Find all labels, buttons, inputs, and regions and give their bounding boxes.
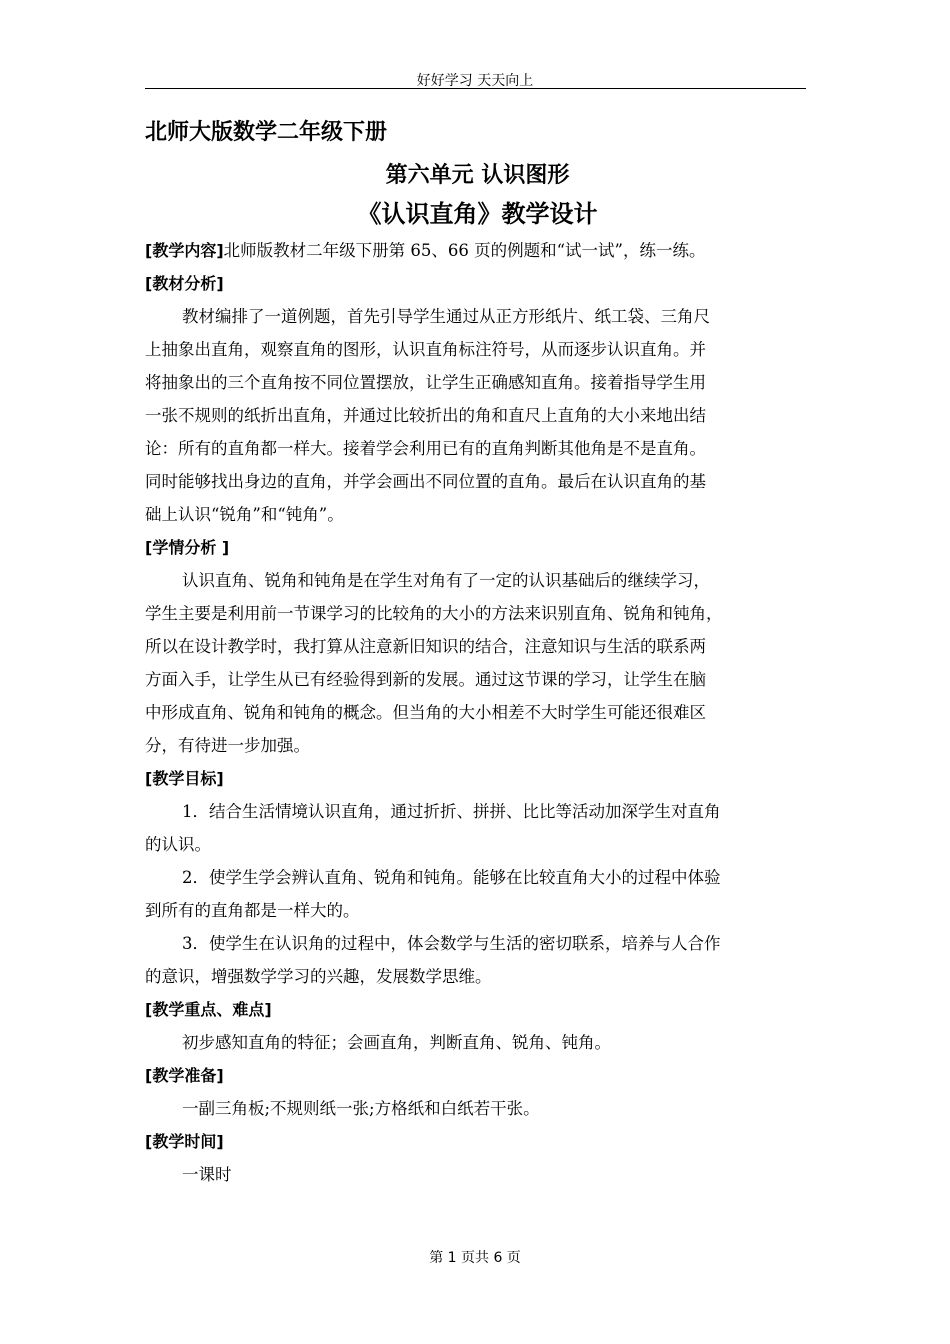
duration-heading: [教学时间] bbox=[145, 1132, 224, 1151]
objective-item: 2．使学生学会辨认直角、锐角和钝角。能够在比较直角大小的过程中体验 bbox=[182, 868, 721, 887]
paragraph-line: 所以在设计教学时，我打算从注意新旧知识的结合，注意知识与生活的联系两 bbox=[145, 637, 706, 656]
paragraph-line: 方面入手，让学生从已有经验得到新的发展。通过这节课的学习，让学生在脑 bbox=[145, 670, 706, 689]
document-body bbox=[145, 114, 810, 1191]
objective-item: 1．结合生活情境认识直角，通过折折、拼拼、比比等活动加深学生对直角 bbox=[182, 802, 721, 821]
paragraph-line: 一张不规则的纸折出直角，并通过比较折出的角和直尺上直角的大小来地出结 bbox=[145, 406, 706, 425]
teaching-content bbox=[145, 234, 810, 267]
paragraph-line: 础上认识“锐角”和“钝角”。 bbox=[145, 505, 344, 524]
page-footer: 第 1 页共 6 页 bbox=[429, 1250, 521, 1266]
paragraph-line: 分，有待进一步加强。 bbox=[145, 736, 310, 755]
page-header: 好好学习 天天向上 bbox=[416, 73, 534, 89]
paragraph-line: 认识直角、锐角和钝角是在学生对角有了一定的认识基础后的继续学习， bbox=[182, 571, 710, 590]
key-points-heading: [教学重点、难点] bbox=[145, 1000, 272, 1019]
teaching-content-heading: [教学内容] bbox=[145, 241, 224, 260]
textbook-analysis-heading: [教材分析] bbox=[145, 274, 224, 293]
objective-item-cont: 的意识，增强数学学习的兴趣，发展数学思维。 bbox=[145, 967, 492, 986]
teaching-content-text: 北师版教材二年级下册第 65、66 页的例题和“试一试”，练一练。 bbox=[223, 241, 706, 260]
preparation-text: 一副三角板;不规则纸一张;方格纸和白纸若干张。 bbox=[182, 1099, 540, 1118]
paragraph-line: 上抽象出直角，观察直角的图形，认识直角标注符号，从而逐步认识直角。并 bbox=[145, 340, 706, 359]
duration-text: 一课时 bbox=[182, 1165, 232, 1184]
objective-item-cont: 到所有的直角都是一样大的。 bbox=[145, 901, 360, 920]
paragraph-line: 同时能够找出身边的直角，并学会画出不同位置的直角。最后在认识直角的基 bbox=[145, 472, 706, 491]
student-analysis-heading: [学情分析 ] bbox=[145, 538, 230, 557]
paragraph-line: 论：所有的直角都一样大。接着学会利用已有的直角判断其他角是不是直角。 bbox=[145, 439, 706, 458]
key-points-text: 初步感知直角的特征；会画直角，判断直角、锐角、钝角。 bbox=[182, 1033, 611, 1052]
objective-item-cont: 的认识。 bbox=[145, 835, 211, 854]
preparation-heading: [教学准备] bbox=[145, 1066, 224, 1085]
paragraph-line: 教材编排了一道例题，首先引导学生通过从正方形纸片、纸工袋、三角尺 bbox=[182, 307, 710, 326]
unit-title: 第六单元 认识图形 bbox=[385, 163, 570, 188]
objectives-heading: [教学目标] bbox=[145, 769, 224, 788]
paragraph-line: 将抽象出的三个直角按不同位置摆放，让学生正确感知直角。接着指导学生用 bbox=[145, 373, 706, 392]
book-title: 北师大版数学二年级下册 bbox=[145, 120, 388, 145]
objective-item: 3．使学生在认识角的过程中，体会数学与生活的密切联系，培养与人合作 bbox=[182, 934, 721, 953]
header-divider bbox=[145, 88, 806, 89]
lesson-title: 《认识直角》教学设计 bbox=[357, 200, 598, 228]
paragraph-line: 中形成直角、锐角和钝角的概念。但当角的大小相差不大时学生可能还很难区 bbox=[145, 703, 706, 722]
paragraph-line: 学生主要是利用前一节课学习的比较角的大小的方法来识别直角、锐角和钝角， bbox=[145, 604, 723, 623]
